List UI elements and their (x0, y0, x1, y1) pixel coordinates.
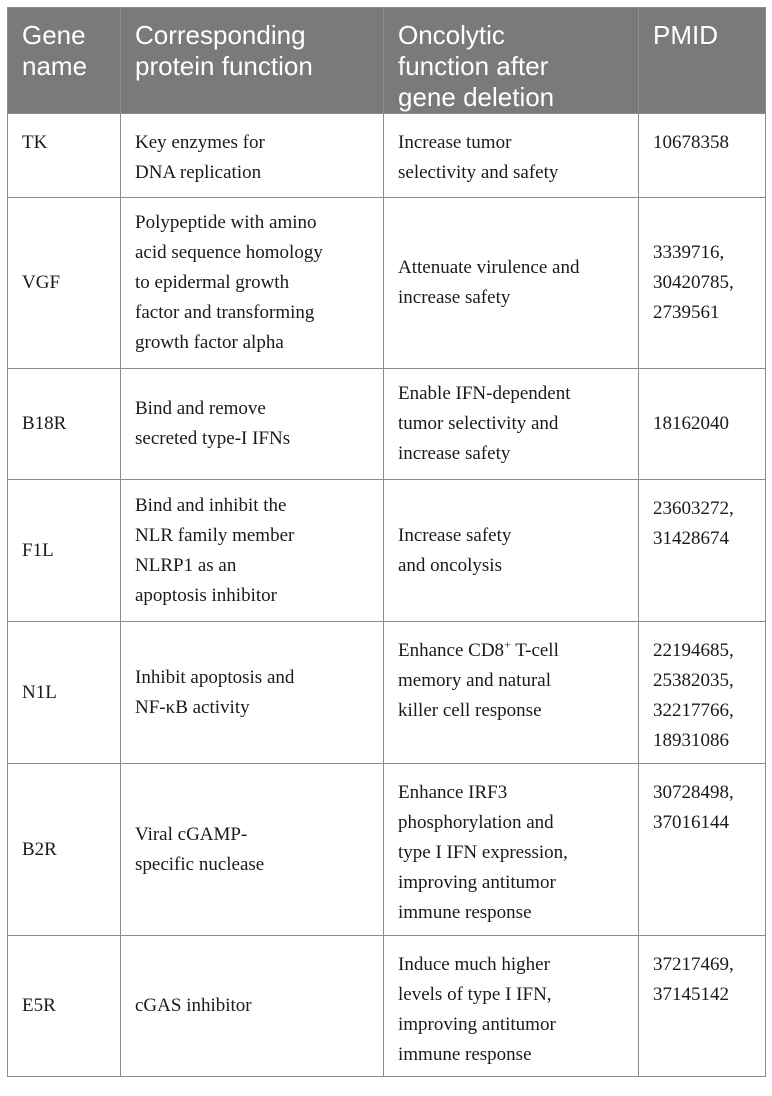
cell-line: NLRP1 as an (135, 554, 237, 576)
header-gene-name (8, 8, 121, 114)
header-text: Oncolytic (398, 20, 505, 50)
pmid-text: 25382035, (653, 670, 734, 691)
gene-text: B2R (22, 838, 57, 860)
header-text: protein function (135, 51, 313, 81)
pmid-text: 22194685, (653, 640, 734, 661)
oncolytic-function-cell (384, 622, 639, 764)
gene-text: TK (22, 132, 48, 153)
pmid-text: 18162040 (653, 413, 729, 434)
pmid-text: 18931086 (653, 730, 729, 751)
pmid-text: 10678358 (653, 132, 729, 153)
pmid-text: 31428674 (653, 528, 729, 549)
cell-line: Bind and inhibit the (135, 494, 287, 516)
gene-text: E5R (22, 995, 56, 1016)
pmid-cell (639, 622, 766, 764)
pmid-text: 30728498, (653, 782, 734, 803)
gene-text: B18R (22, 413, 67, 434)
cell-line: tumor selectivity and (398, 413, 559, 434)
oncolytic-function-cell (384, 198, 639, 369)
cell-line: selectivity and safety (398, 162, 559, 183)
cell-line: Viral cGAMP- (135, 823, 248, 845)
table-row (8, 114, 766, 198)
protein-function-cell (121, 764, 384, 936)
pmid-text: 37145142 (653, 984, 729, 1005)
cell-line: increase safety (398, 443, 511, 464)
pmid-cell (639, 764, 766, 936)
pmid-text: 37217469, (653, 954, 734, 975)
cell-line: Key enzymes for (135, 132, 265, 153)
cell-line (398, 636, 624, 666)
header-protein-function (121, 8, 384, 114)
pmid-text: 2739561 (653, 302, 720, 323)
gene-text: N1L (22, 681, 57, 703)
oncolytic-function-cell (384, 114, 639, 198)
protein-function-cell (121, 369, 384, 480)
cell-line: memory and natural (398, 670, 552, 691)
pmid-cell (639, 114, 766, 198)
cell-line: to epidermal growth (135, 272, 290, 293)
pmid-text: 23603272, (653, 498, 734, 519)
pmid-text: 32217766, (653, 700, 734, 721)
cell-line: Induce much higher (398, 954, 550, 975)
gene-cell (8, 198, 121, 369)
header-text: Corresponding (135, 20, 306, 50)
header-text: Gene (22, 20, 86, 50)
protein-function-cell (121, 622, 384, 764)
header-text: function after (398, 51, 549, 81)
table-row (8, 622, 766, 764)
table-row (8, 764, 766, 936)
gene-cell (8, 114, 121, 198)
pmid-text: 3339716, (653, 242, 725, 263)
cell-line: apoptosis inhibitor (135, 584, 277, 606)
protein-function-cell (121, 114, 384, 198)
gene-cell (8, 764, 121, 936)
gene-deletion-table (7, 7, 766, 1077)
cell-line: immune response (398, 902, 532, 923)
cell-line: and oncolysis (398, 554, 502, 576)
pmid-cell (639, 369, 766, 480)
pmid-cell (639, 936, 766, 1077)
cell-line: factor and transforming (135, 302, 315, 323)
oncolytic-function-cell (384, 480, 639, 622)
table-body (8, 114, 766, 1077)
table-header (8, 8, 766, 114)
cell-line: NF-κB activity (135, 696, 250, 718)
gene-cell (8, 369, 121, 480)
cell-line: Attenuate virulence and (398, 257, 580, 278)
header-text: PMID (653, 20, 718, 50)
cell-line: Inhibit apoptosis and (135, 666, 295, 688)
table-row (8, 480, 766, 622)
oncolytic-function-cell (384, 936, 639, 1077)
cell-line: Increase tumor (398, 132, 512, 153)
protein-function-cell (121, 480, 384, 622)
cell-line: improving antitumor (398, 872, 556, 893)
protein-function-cell (121, 198, 384, 369)
tcell-text: T-cell (510, 640, 559, 661)
cell-line: NLR family member (135, 524, 295, 546)
cell-line: improving antitumor (398, 1014, 556, 1035)
table-row (8, 936, 766, 1077)
gene-text: F1L (22, 539, 54, 561)
cell-line: Enable IFN-dependent (398, 383, 571, 404)
cell-line: Bind and remove (135, 398, 266, 419)
gene-cell (8, 622, 121, 764)
gene-cell (8, 936, 121, 1077)
protein-function-cell (121, 936, 384, 1077)
superscript-plus: + (504, 637, 511, 652)
pmid-cell (639, 480, 766, 622)
cell-line: Polypeptide with amino (135, 212, 317, 233)
gene-cell (8, 480, 121, 622)
cell-line: cGAS inhibitor (135, 995, 252, 1016)
cell-line: type I IFN expression, (398, 842, 568, 863)
pmid-cell (639, 198, 766, 369)
cell-line: killer cell response (398, 700, 542, 721)
cell-line: Enhance IRF3 (398, 782, 508, 803)
cell-line: Increase safety (398, 524, 512, 546)
gene-text: VGF (22, 272, 61, 293)
cell-line: DNA replication (135, 162, 262, 183)
cell-line: phosphorylation and (398, 812, 554, 833)
oncolytic-function-cell (384, 369, 639, 480)
table-row (8, 369, 766, 480)
table-row (8, 198, 766, 369)
cd8-text: Enhance CD8 (398, 640, 505, 661)
cell-line: secreted type-I IFNs (135, 428, 291, 449)
cell-line: specific nuclease (135, 853, 265, 875)
header-text: gene deletion (398, 82, 555, 112)
cell-line: growth factor alpha (135, 332, 284, 353)
cell-line: acid sequence homology (135, 242, 323, 263)
oncolytic-function-cell (384, 764, 639, 936)
header-row (8, 8, 766, 114)
header-oncolytic-function (384, 8, 639, 114)
header-text: name (22, 51, 88, 81)
pmid-text: 37016144 (653, 812, 729, 833)
cell-line: levels of type I IFN, (398, 984, 552, 1005)
header-pmid (639, 8, 766, 114)
cell-line: immune response (398, 1044, 532, 1065)
cell-line: increase safety (398, 287, 511, 308)
pmid-text: 30420785, (653, 272, 734, 293)
